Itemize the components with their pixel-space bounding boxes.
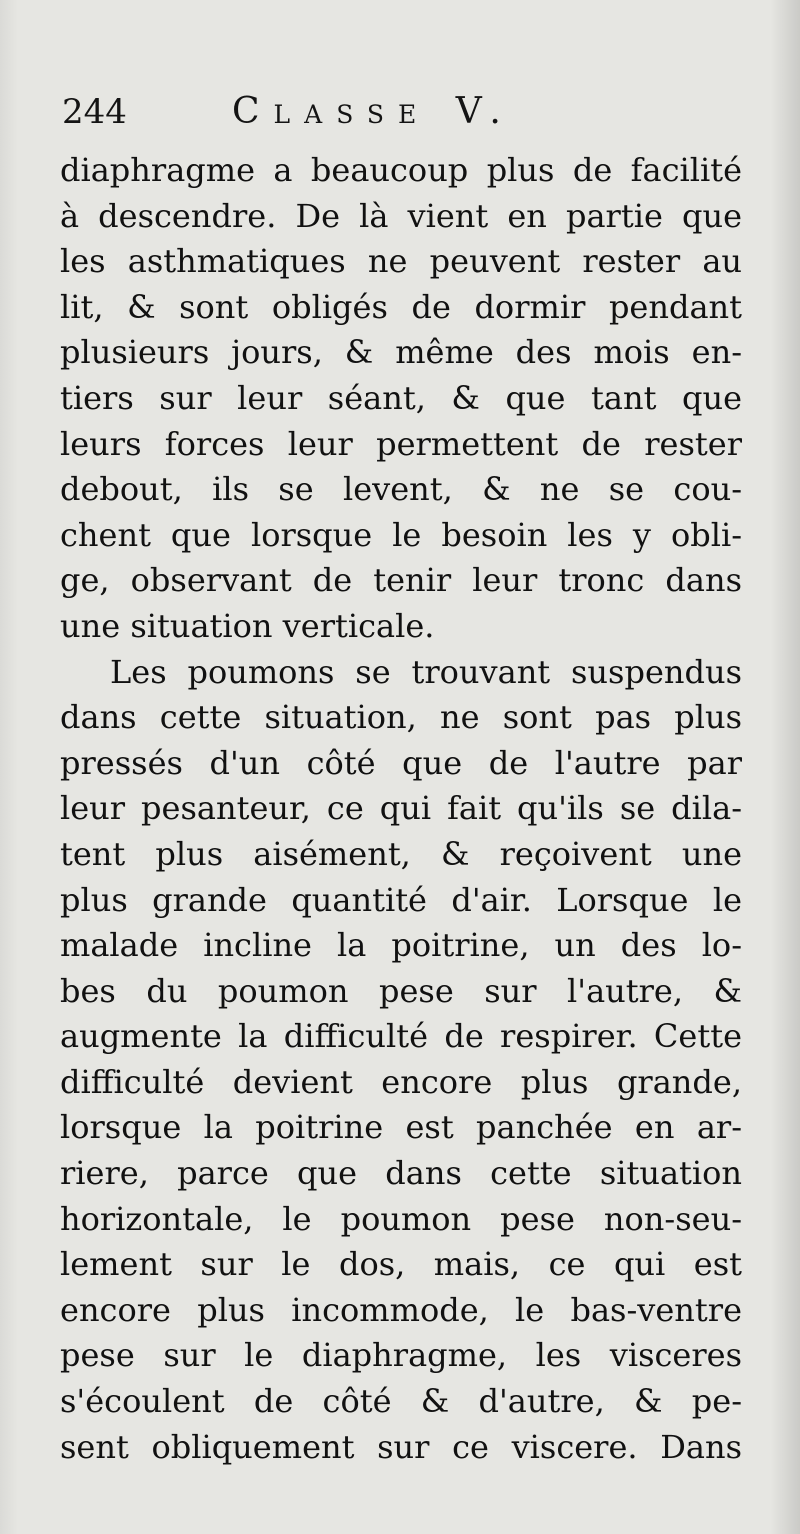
text-line: lorsque la poitrine est panchée en ar- — [60, 1108, 742, 1147]
text-line: leurs forces leur permettent de rester — [60, 424, 742, 463]
paragraph — [60, 148, 742, 650]
text-line: à descendre. De là vient en partie que — [60, 196, 742, 235]
running-head: Classe V. — [232, 91, 515, 132]
text-line: malade incline la poitrine, un des lo- — [60, 926, 742, 965]
text-line: tent plus aisément, & reçoivent une — [60, 834, 742, 873]
text-line: augmente la difficulté de respirer. Cette — [60, 1017, 742, 1056]
text-line: les asthmatiques ne peuvent rester au — [60, 242, 742, 281]
text-line: diaphragme a beaucoup plus de facilité — [60, 151, 742, 189]
page-header — [62, 92, 762, 142]
text-line: s'écoulent de côté & d'autre, & pe- — [60, 1382, 742, 1421]
text-line: chent que lorsque le besoin les y obli- — [60, 515, 742, 554]
text-line: plus grande quantité d'air. Lorsque le — [60, 880, 742, 919]
text-line: pese sur le diaphragme, les visceres — [60, 1336, 742, 1375]
text-line: ge, observant de tenir leur tronc dans — [60, 561, 742, 600]
text-line: horizontale, le poumon pese non-seu- — [60, 1199, 742, 1238]
text-line: lement sur le dos, mais, ce qui est — [60, 1245, 742, 1284]
text-line: bes du poumon pese sur l'autre, & — [60, 971, 742, 1010]
text-line: encore plus incommode, le bas-ventre — [60, 1290, 742, 1329]
text-line: dans cette situation, ne sont pas plus — [60, 698, 742, 737]
text-line: une situation verticale. — [60, 606, 435, 645]
text-line: tiers sur leur séant, & que tant que — [60, 378, 742, 417]
text-line: difficulté devient encore plus grande, — [60, 1062, 742, 1101]
text-line: leur pesanteur, ce qui fait qu'ils se dila- — [60, 789, 742, 828]
text-line: riere, parce que dans cette situation — [60, 1154, 742, 1193]
paragraph — [60, 650, 742, 1471]
text-line: debout, ils se levent, & ne se cou- — [60, 470, 742, 509]
text-line: pressés d'un côté que de l'autre par — [60, 743, 742, 782]
text-line: Les poumons se trouvant suspendus — [110, 652, 742, 691]
page-number: 244 — [62, 92, 127, 132]
text-line: plusieurs jours, & même des mois en- — [60, 333, 742, 372]
text-line: lit, & sont obligés de dormir pendant — [60, 287, 742, 326]
text-line: sent obliquement sur ce viscere. Dans — [60, 1427, 742, 1466]
body-text — [60, 148, 742, 1470]
